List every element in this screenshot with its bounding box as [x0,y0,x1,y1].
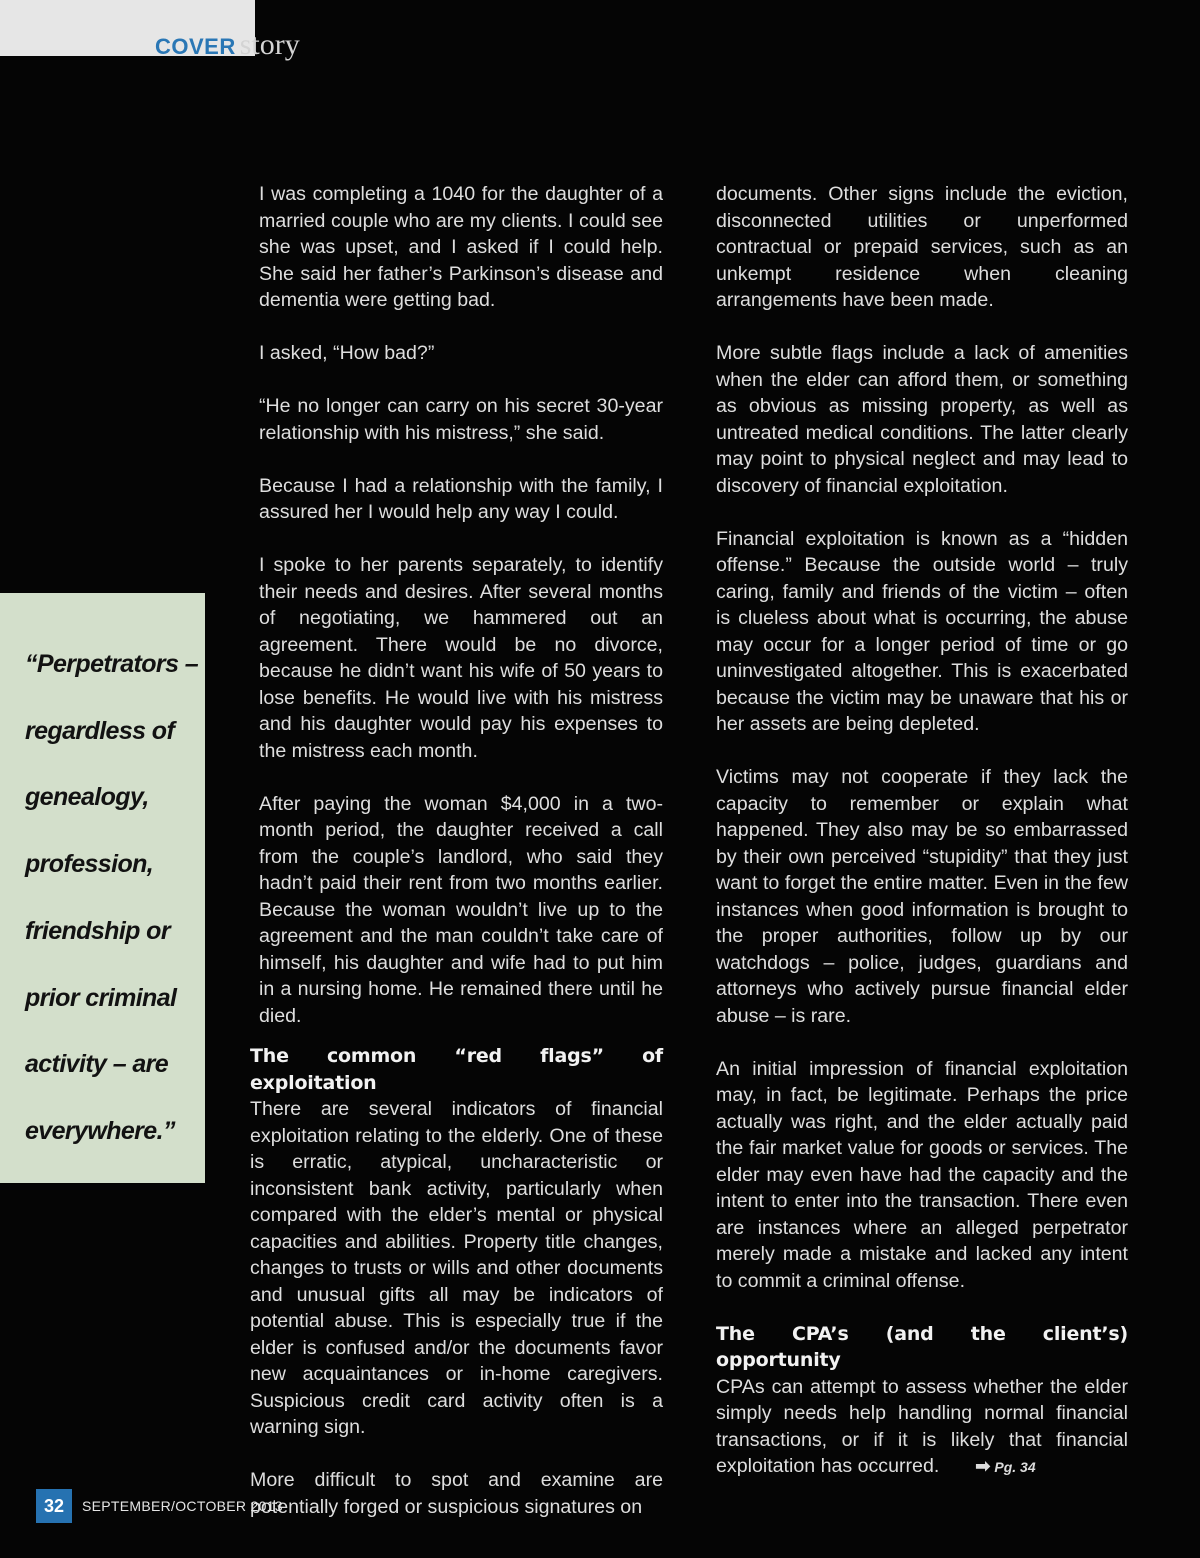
paragraph: After paying the woman $4,000 in a two-month period, the daughter received a call from the couple’s landlord, who said they hadn’t paid their rent from two months earlier. Because the woman wouldn’t live up to the agreement and the man couldn’t take care of himself, his daughter and wife had to put him in a nursing home. He remained there until he died. [259,792,663,1027]
section-label [155,28,300,68]
paragraph: I was completing a 1040 for the daughter of a married couple who are my clients. I could see she was upset, and I asked if I could help. She said her father’s Parkinson’s disease and dementia were getting bad. [259,183,663,311]
paragraph: More difficult to spot and examine are potentially forged or suspicious signatures on [250,1469,663,1518]
paragraph [716,1374,1128,1481]
paragraph: An initial impression of financial exploitation may, in fact, be legitimate. Perhaps the price actually was right, and the elder actually paid the fair market value for goods or services. The elder may even have had the capacity and the intent to enter into the transaction. There even are instances where an alleged perpetrator merely made a mistake and lacked any intent to commit a criminal offense. [716,1057,1128,1292]
paragraph: “He no longer can carry on his secret 30-year relationship with his mistress,” she said. [259,395,663,444]
page-footer [36,1488,283,1524]
section-label-story: story [239,28,300,61]
paragraph: Financial exploitation is known as a “hidden offense.” Because the outside world – truly caring, family and friends of the victim – often is clueless about what is occurring, the abuse may occur for a longer period of time or go uninvestigated altogether. This is exacerbated because the victim may be unaware that his or her assets are being depleted. [716,527,1128,735]
section-label-cover: COVER [155,34,236,59]
page-number: 32 [36,1489,72,1523]
section-heading: The CPA’s (and the client’s) opportunity [716,1322,1128,1371]
paragraph: Because I had a relationship with the family, I assured her I would help any way I could. [259,474,663,523]
continued-link[interactable] [975,1453,1035,1481]
paragraph: I asked, “How bad?” [259,342,435,364]
paragraph: documents. Other signs include the eviction, disconnected utilities or unperformed contractual or prepaid services, such as an unkempt residence when cleaning arrangements have been made. [716,183,1128,311]
paragraph: There are several indicators of financial exploitation relating to the elderly. One of these is erratic, atypical, uncharacteristic or inconsistent bank activity, particularly when compared with the elder’s mental or physical capacities and abilities. Property title changes, changes to trusts or wills and other documents and unusual gifts all may be indicators of potential abuse. This is especially true if the elder is confused and/or the documents favor new acquaintances or in-home caregivers. Suspicious credit card activity often is a warning sign. [250,1098,663,1438]
pull-quote-text: “Perpetrators – regardless of genealogy, profession, friendship or prior criminal activity – are everywhere.” [25,650,199,1145]
article-column-left [250,181,663,1547]
paragraph: More subtle flags include a lack of amenities when the elder can afford them, or something as obvious as missing property, as well as untreated medical conditions. The latter clearly may point to physical neglect and may lead to discovery of financial exploitation. [716,342,1128,497]
pull-quote [0,593,205,1183]
continued-label: Pg. 34 [994,1459,1036,1475]
paragraph: Victims may not cooperate if they lack the capacity to remember or explain what happened. They also may be so embarrassed by their own perceived “stupidity” that they just want to forget the entire matter. Even in the few instances when good information is brought to the proper authorities, follow up by our watchdogs – police, judges, guardians and attorneys who actively pursue financial elder abuse – is rare. [716,766,1128,1027]
issue-date: SEPTEMBER/OCTOBER 2013 [82,1498,283,1514]
arrow-right-icon: ➡ [975,1456,991,1476]
paragraph-text: CPAs can attempt to assess whether the elder simply needs help handling normal financial transactions, or if it is likely that financial exploitation has occurred. [716,1375,1128,1477]
paragraph: I spoke to her parents separately, to identify their needs and desires. After several months of negotiating, we hammered out an agreement. There would be no divorce, because he didn’t want his wife of 50 years to lose benefits. He would live with his mistress and his daughter would pay his expenses to the mistress each month. [259,554,663,762]
section-heading: The common “red flags” of exploitation [250,1045,663,1094]
article-column-right [716,181,1128,1481]
